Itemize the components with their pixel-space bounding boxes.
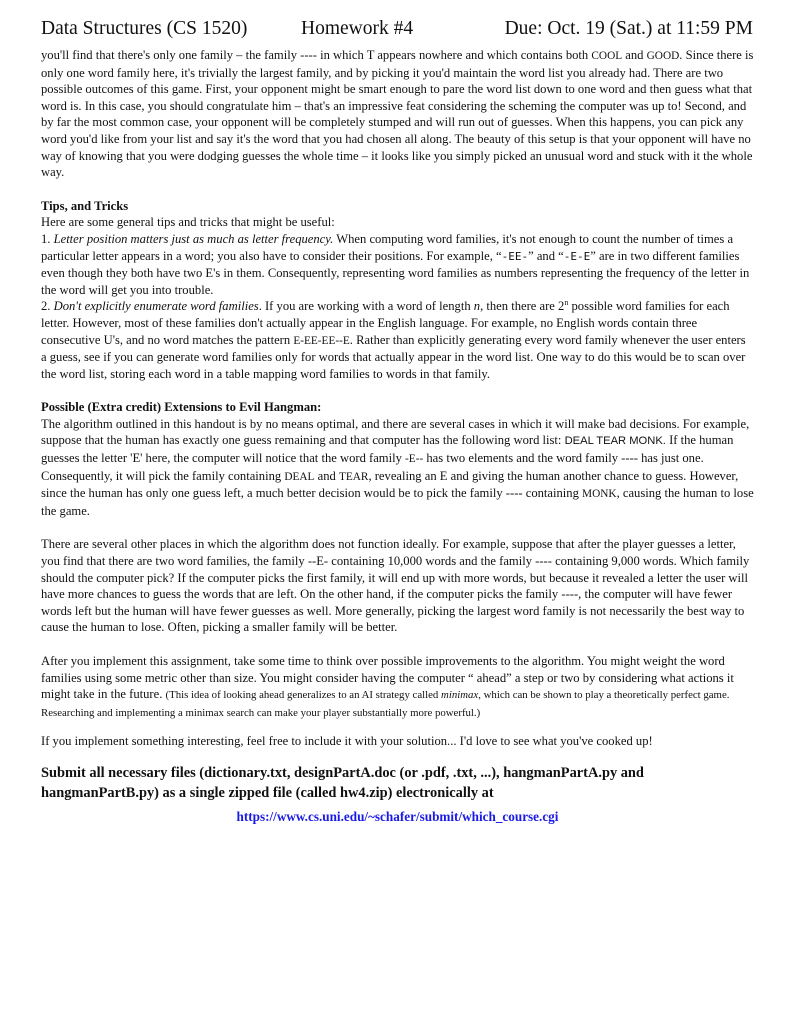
ext-p3-text-1: After you implement this assignment, take some time to think over possible improvements to the algorithm. You might weight the word families using some metric other than size. You might consider having the computer “ ahead” a step or two by considering what actions it might take in the future. (41, 654, 734, 702)
course-title: Data Structures (CS 1520) (41, 18, 248, 39)
due-date: Due: Oct. 19 (Sat.) at 11:59 PM (504, 18, 753, 39)
submit-instructions: Submit all necessary files (dictionary.txt, designPartA.doc (or .pdf, .txt, ...), hangmanPartA.py and hangmanPartB.py) as a single zipped file (called hw4.zip) electronically at (41, 764, 644, 801)
word-tear: TEAR (338, 470, 369, 483)
tip-1-text-2: ” and “ (528, 248, 564, 263)
tips-intro: Here are some general tips and tricks that might be useful: (41, 215, 335, 230)
tip-1-text-1: When computing word families, it's not enough to count the number of times a particular letter appears in a word; you also have to consider their positions. For example, “ (41, 231, 734, 263)
tip-1-text-3: ” are in two different families even though they both have two E's in them. Consequently, representing word families as numbers representing the frequency of the letter in the word will get you into trouble. (41, 248, 750, 297)
extensions-paragraph-1 (41, 416, 754, 520)
tip-item-1 (41, 231, 754, 298)
extensions-paragraph-3 (41, 653, 754, 721)
assignment-title: Homework #4 (301, 18, 414, 39)
tip-1-code-1: -EE- (501, 249, 529, 263)
tip-1-title: Letter position matters just as much as letter frequency. (53, 231, 334, 246)
tip-2-pattern: E-EE-EE--E (293, 334, 350, 347)
ext-p3-note-2: , which can be shown to play a theoretically perfect game. Researching and implementing a minimax search can make your player substantially more powerful.) (41, 689, 730, 719)
tip-2-superscript: n (564, 298, 569, 308)
word-good: GOOD (646, 50, 680, 62)
ext-p1-text-6: , causing the human to lose the game. (41, 486, 754, 518)
tip-2-text-3: possible word families for each letter. However, most of these families don't actually appear in the English language. For example, no English words contain three consecutive U's, and no word matches the pattern (41, 299, 730, 347)
tip-2-text-4: . Rather than explicitly generating every word family whenever the user enters a guess, see if you can generate word families only for words that actually appear in the word list. One way to do this would be to scan over the word list, storing each word in a table mapping word families to words in that family. (41, 332, 746, 381)
intro-paragraph (41, 47, 754, 181)
tip-item-2 (41, 298, 754, 382)
ext-p1-text-3: has two elements and the word family ---- has just one. Consequently, it will pick the family containing (41, 451, 704, 483)
ext-p1-text-4: and (314, 468, 339, 483)
tip-1-code-2: -E-E (563, 249, 591, 263)
ext-p3-note-minimax: minimax (441, 689, 479, 702)
tip-1-number: 1. (41, 231, 54, 246)
word-cool: COOL (591, 50, 623, 62)
word-deal: DEAL (284, 470, 315, 483)
intro-text-2: and (622, 48, 647, 62)
ext-p1-text-1: The algorithm outlined in this handout is by no means optimal, and there are several cases in which it will make bad decisions. For example, suppose that the human has exactly one guess remaining and that computer has the following word list: (41, 416, 750, 448)
tip-2-variable: n (473, 299, 481, 314)
extensions-paragraph-2: There are several other places in which the algorithm does not function ideally. For example, suppose that after the player guesses a letter, you find that there are two word families, the family --E- containing 10,000 words and the family ---- containing 9,000 words. Which family should the computer pick? If the computer picks the first family, it will end up with more words, but because it revealed a letter the user will have more chances to guess the words that are left. On the other hand, if the computer picks the family ----, the computer will have fewer words left but the human will have fewer guesses as well. More generally, picking the largest word family is not necessarily the best way to cause the human to lose. Often, picking a smaller family will be better. (41, 537, 750, 635)
submit-url-link[interactable]: https://www.cs.uni.edu/~schafer/submit/which_course.cgi (236, 808, 559, 824)
extensions-paragraph-4: If you implement something interesting, feel free to include it with your solution... I'd love to see what you've cooked up! (41, 734, 653, 749)
word-monk: MONK (582, 488, 617, 501)
tip-2-number: 2. (41, 299, 54, 314)
ext-p1-text-2: If the human guesses the letter 'E' here, the computer will notice that the word family (41, 433, 734, 466)
tip-2-title: Don't explicitly enumerate word families (53, 299, 259, 314)
page-header (41, 18, 753, 44)
tip-2-text-2: , then there are 2 (480, 299, 565, 314)
tips-heading: Tips, and Tricks (41, 198, 129, 213)
tip-2-text-1: . If you are working with a word of length (258, 299, 474, 314)
document-body (41, 47, 754, 826)
ext-p1-word-list: DEAL TEAR MONK. (564, 435, 666, 448)
intro-text-1: you'll find that there's only one family – the family ---- in which T appears nowhere and which contains both (41, 48, 592, 62)
extensions-heading: Possible (Extra credit) Extensions to Evil Hangman: (41, 400, 322, 415)
intro-text-3: . Since there is only one word family here, it's trivially the largest family, and by picking it you'd maintain the word list you already had. There are two possible outcomes of this game. First, your opponent might be smart enough to pare the word list down to one word and then guess what that word is. In this case, you should congratulate him – that's an impressive feat considering the scheming the computer was up to! Second, and by far the most common case, your opponent will be completely stumped and will run out of guesses. When this happens, you can pick any word you'd like from your list and say it's the word that you had chosen all along. The beauty of this setup is that your opponent will have no way of knowing that you were dodging guesses the whole time – it looks like you simply picked an unusual word and stuck with it the whole way. (41, 48, 754, 180)
ext-p1-text-5: , revealing an E and giving the human another chance to guess. However, since the human has only one guess left, a much better decision would be to pick the family ---- containing (41, 468, 739, 501)
ext-p1-family: -E-- (405, 453, 424, 466)
ext-p3-note-1: (This idea of looking ahead generalizes to an AI strategy called (165, 689, 442, 702)
